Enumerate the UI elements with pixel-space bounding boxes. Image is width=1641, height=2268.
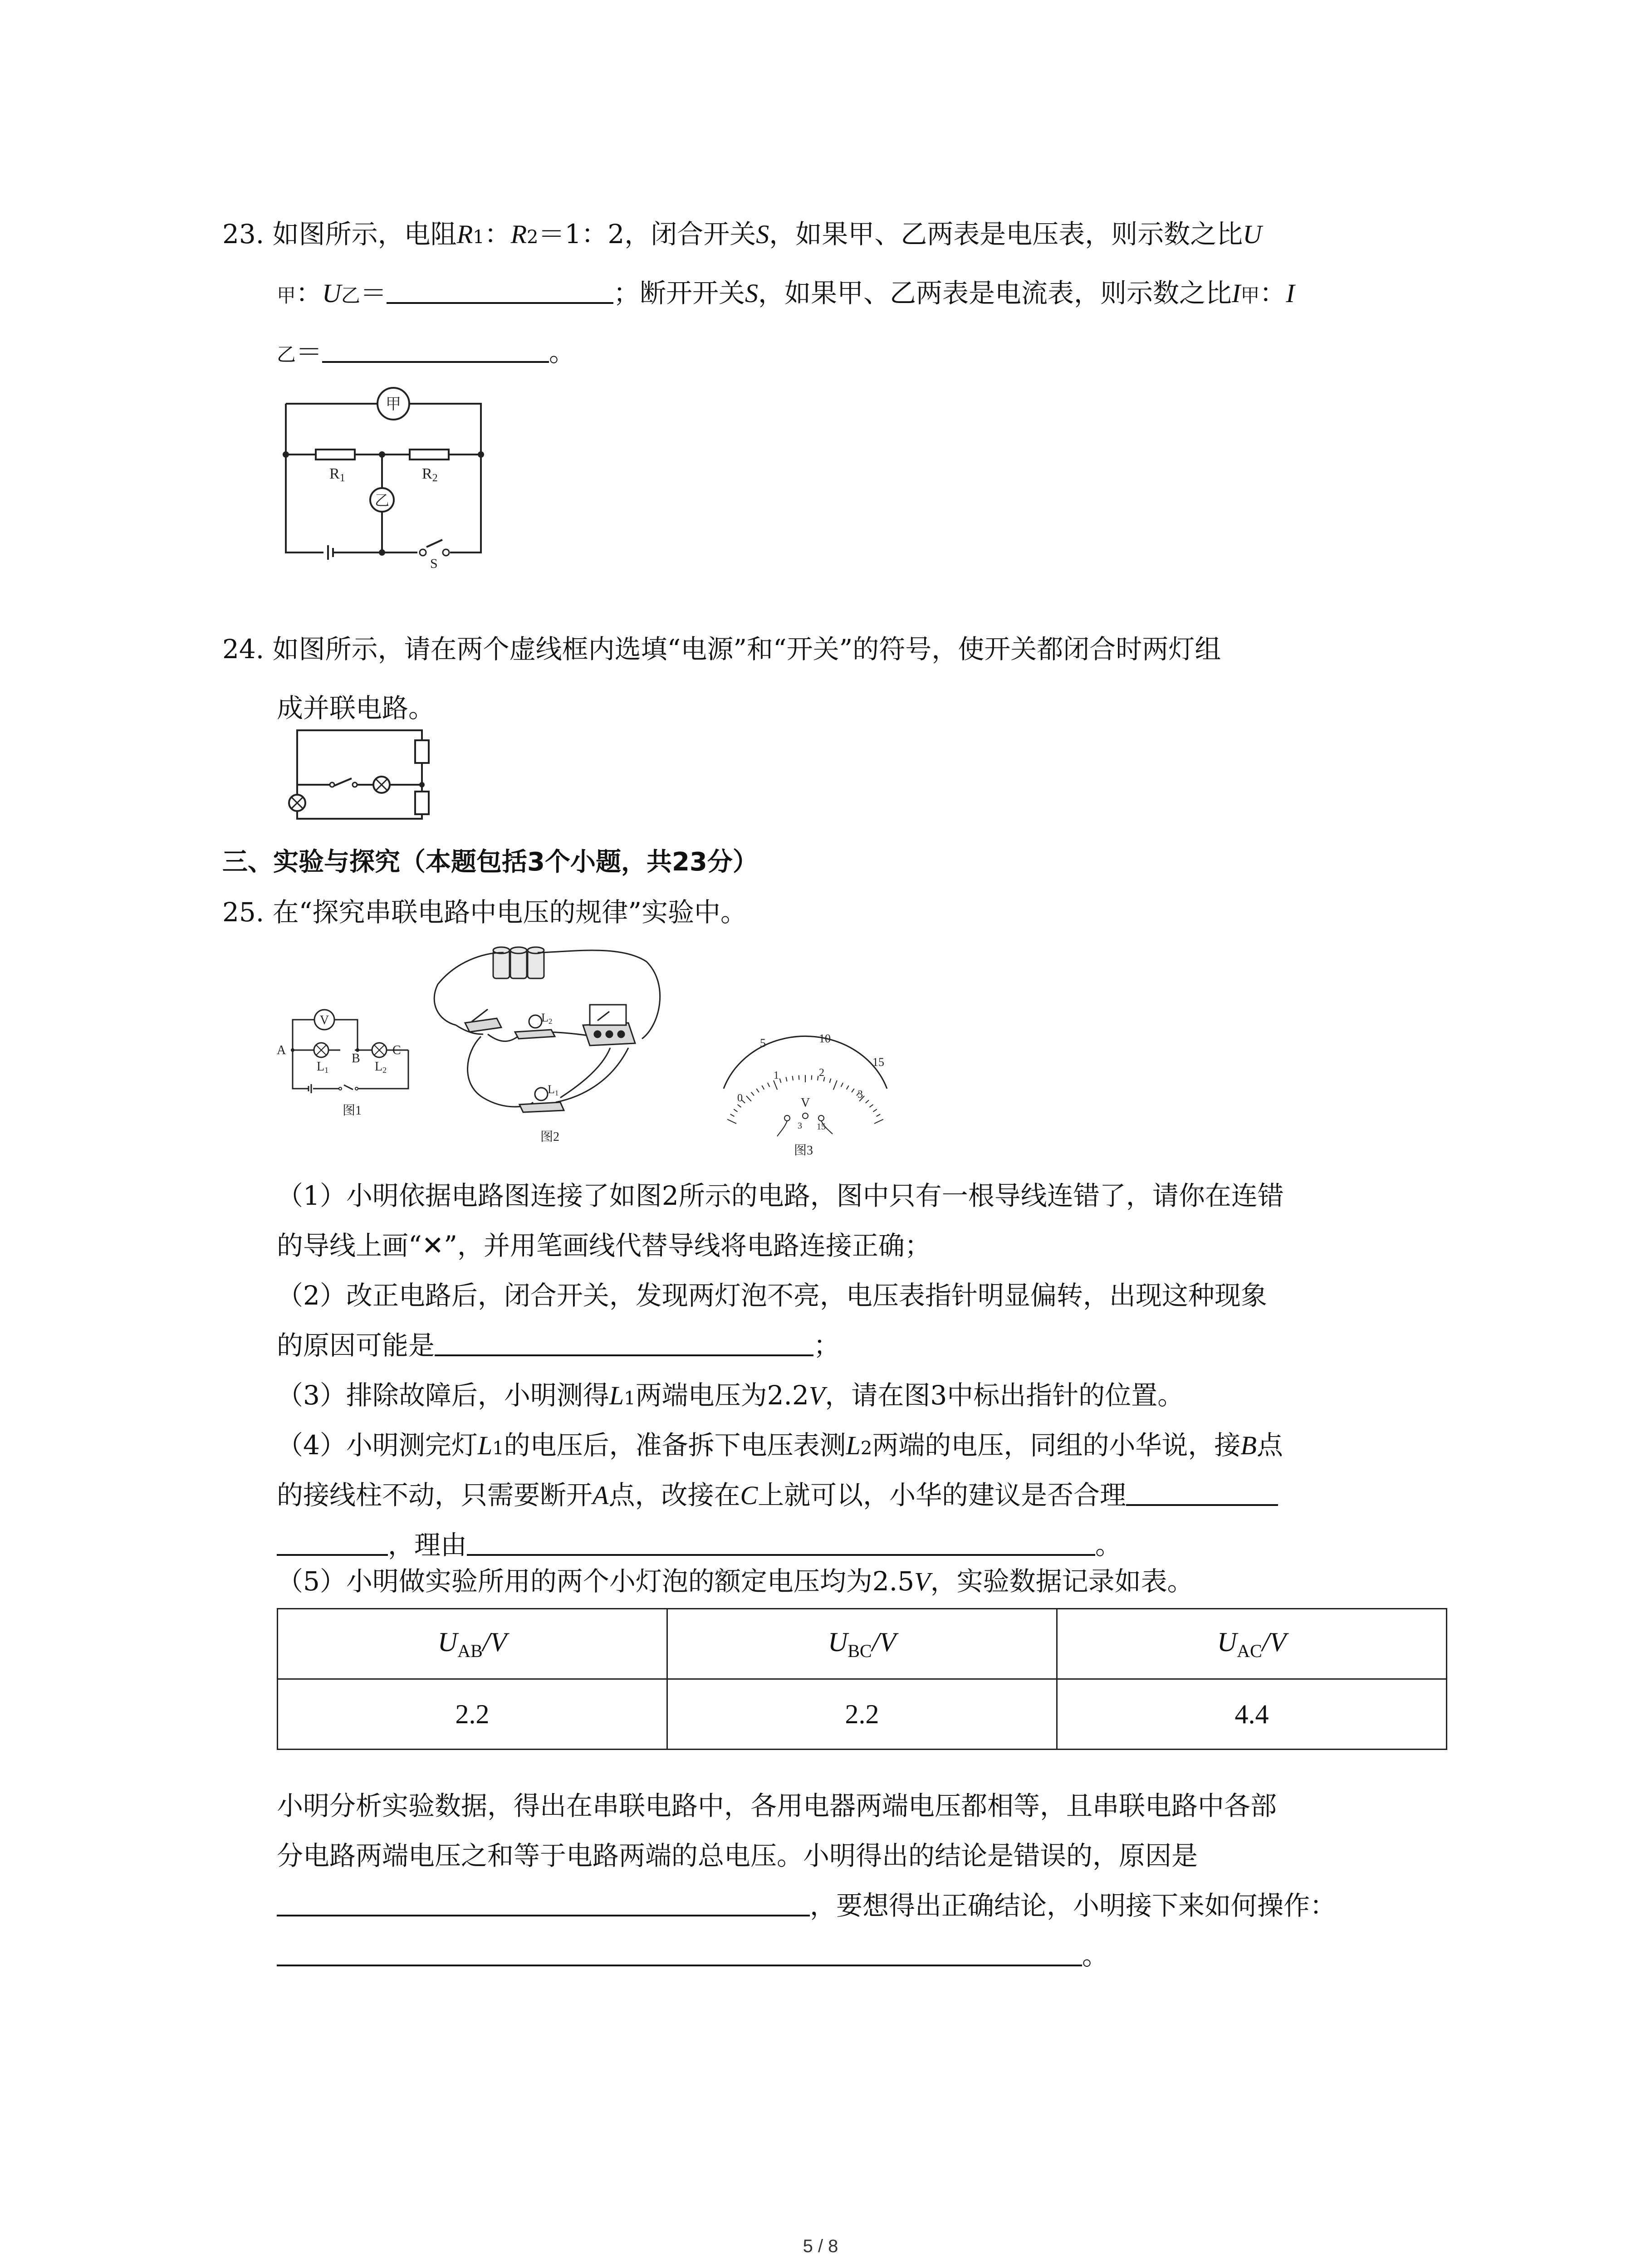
q25-conclusion-line1: 小明分析实验数据，得出在串联电路中，各用电器两端电压都相等，且串联电路中各部 xyxy=(277,1790,1277,1821)
dashed-box-upper[interactable] xyxy=(415,740,429,763)
fig3-scale-tick xyxy=(727,1119,736,1124)
meter-jia-label: 甲 xyxy=(386,396,401,413)
fig3-scale-tick xyxy=(841,1083,843,1087)
q25-part2-answer-blank[interactable] xyxy=(435,1329,813,1356)
fig3-scale-tick xyxy=(768,1083,769,1087)
q23-answer-blank-2[interactable] xyxy=(322,336,549,363)
fig1-l2-label: L2 xyxy=(375,1060,387,1075)
table-cell: 2.2 xyxy=(278,1679,667,1750)
q25-part4-line2: 的接线柱不动，只需要断开A点，改接在C上就可以，小华的建议是否合理 xyxy=(277,1479,1278,1511)
table-cell: 2.2 xyxy=(667,1679,1057,1750)
fig3-inner-1: 1 xyxy=(774,1070,779,1081)
table-header-cell: $U_{AB}/V$ xyxy=(278,1609,667,1679)
q25-part3: （3）排除故障后，小明测得L1两端电压为2.2V，请在图3中标出指针的位置。 xyxy=(277,1380,1184,1411)
q25-part2-line1: （2）改正电路后，闭合开关，发现两灯泡不亮，电压表指针明显偏转，出现这种现象 xyxy=(277,1280,1267,1311)
fig3-inner-3: 3 xyxy=(857,1089,863,1100)
fig1-point-a: A xyxy=(277,1043,286,1057)
dashed-box-lower[interactable] xyxy=(415,792,429,814)
fig3-scale-tick xyxy=(751,1092,754,1096)
table-row xyxy=(278,1679,1447,1750)
fig3-scale-tick xyxy=(877,1114,881,1116)
q25-part4-line3: ，理由 。 xyxy=(277,1529,1122,1561)
q25-conclusion-line2: 分电路两端电压之和等于电路两端的总电压。小明得出的结论是错误的，原因是 xyxy=(277,1840,1198,1871)
q25-figure-3 xyxy=(705,1025,905,1161)
r1-label: R1 xyxy=(329,465,345,484)
voltage-data-table xyxy=(277,1608,1447,1750)
q25-figure-2 xyxy=(429,934,683,1161)
fig1-l1-label: L1 xyxy=(317,1060,329,1075)
fig3-scale-tick xyxy=(738,1105,741,1107)
q23-answer-blank-1[interactable] xyxy=(387,277,613,304)
q23-line3: 乙＝ 。 xyxy=(277,337,576,367)
fig3-terminal-3: 3 xyxy=(798,1121,802,1131)
fig3-scale-tick xyxy=(866,1100,869,1103)
q23-circuit-figure xyxy=(272,386,499,571)
fig3-scale-tick xyxy=(830,1079,831,1083)
fig3-outer-10: 10 xyxy=(819,1032,831,1045)
fig3-scale-tick xyxy=(786,1077,787,1081)
fig3-outer-5: 5 xyxy=(760,1036,766,1050)
fig2-l1-label: L1 xyxy=(548,1083,559,1097)
q25-operation-blank[interactable] xyxy=(277,1939,1082,1966)
fig3-inner-0: 0 xyxy=(737,1092,743,1104)
switch-s-label: S xyxy=(430,556,438,571)
q25-part1-line1: （1）小明依据电路图连接了如图2所示的电路，图中只有一根导线连错了，请你在连错 xyxy=(277,1180,1284,1211)
fig2-caption: 图2 xyxy=(540,1130,560,1144)
fig1-voltmeter-label: V xyxy=(319,1013,329,1027)
table-header-cell: $U_{BC}/V$ xyxy=(667,1609,1057,1679)
fig3-scale-tick xyxy=(793,1076,794,1080)
fig3-caption: 图3 xyxy=(794,1144,813,1158)
fig3-scale-tick xyxy=(774,1080,777,1090)
fig1-point-c: C xyxy=(392,1043,401,1057)
q25-part5: （5）小明做实验所用的两个小灯泡的额定电压均为2.5V，实验数据记录如表。 xyxy=(277,1566,1194,1597)
fig3-terminal-15: 15 xyxy=(817,1122,826,1132)
fig3-unit-v: V xyxy=(801,1096,810,1110)
fig3-scale-tick xyxy=(746,1096,751,1101)
table-header-cell: $U_{AC}/V$ xyxy=(1057,1609,1447,1679)
fig3-scale-tick xyxy=(874,1119,883,1124)
q25-conclusion-line4: 。 xyxy=(277,1939,1108,1972)
fig3-scale-tick xyxy=(730,1114,735,1116)
q25-reason-blank[interactable] xyxy=(277,1889,810,1916)
fig3-scale-tick xyxy=(852,1089,854,1092)
section-3-heading: 三、实验与探究（本题包括3个小题，共23分） xyxy=(222,847,758,877)
page-number: 5 / 8 xyxy=(803,2236,838,2256)
fig3-scale-tick xyxy=(870,1105,873,1107)
fig3-scale-tick xyxy=(734,1109,737,1112)
q25-part2-line2: 的原因可能是 ； xyxy=(277,1330,840,1361)
q25-part4-reason-blank[interactable] xyxy=(467,1529,1095,1556)
fig3-scale-tick xyxy=(780,1079,781,1083)
fig3-scale-tick xyxy=(762,1085,764,1090)
fig3-scale-tick xyxy=(847,1085,849,1090)
fig1-point-b: B xyxy=(352,1051,360,1066)
q23-line2: 甲：U乙＝ ；断开开关S，如果甲、乙两表是电流表，则示数之比I甲：I xyxy=(277,278,1295,308)
fig3-inner-2: 2 xyxy=(819,1067,824,1079)
fig3-outer-15: 15 xyxy=(872,1056,884,1069)
q24-line2: 成并联电路。 xyxy=(277,693,435,723)
fig3-scale-tick xyxy=(756,1089,759,1092)
q24-circuit-figure xyxy=(279,717,451,830)
q25-part4-answer-blank-1-cont[interactable] xyxy=(277,1529,388,1556)
fig2-l2-label: L2 xyxy=(541,1011,553,1026)
q25-part4-line1: （4）小明测完灯L1的电压后，准备拆下电压表测L2两端的电压，同组的小华说，接B点 xyxy=(277,1430,1283,1461)
q23-line1: 23. 如图所示，电阻R1：R2＝1：2，闭合开关S，如果甲、乙两表是电压表，则示数之比U xyxy=(222,219,1262,249)
fig3-scale-tick xyxy=(873,1109,877,1112)
q25-figure-1 xyxy=(272,1002,436,1120)
q25-part1-line2: 的导线上画“✕”，并用笔画线代替导线将电路连接正确； xyxy=(277,1230,931,1261)
q25-conclusion-line3: ，要想得出正确结论，小明接下来如何操作： xyxy=(277,1889,1336,1922)
q25-part4-answer-blank-1[interactable] xyxy=(1126,1479,1278,1506)
fig1-caption: 图1 xyxy=(343,1104,362,1118)
meter-yi-label: 乙 xyxy=(374,492,390,508)
r2-label: R2 xyxy=(422,465,438,484)
table-header-row xyxy=(278,1609,1447,1679)
table-cell: 4.4 xyxy=(1057,1679,1447,1750)
fig3-scale-tick xyxy=(833,1080,837,1090)
q24-line1: 24. 如图所示，请在两个虚线框内选填“电源”和“开关”的符号，使开关都闭合时两灯组 xyxy=(222,634,1221,665)
q25-intro: 25. 在“探究串联电路中电压的规律”实验中。 xyxy=(222,897,747,928)
